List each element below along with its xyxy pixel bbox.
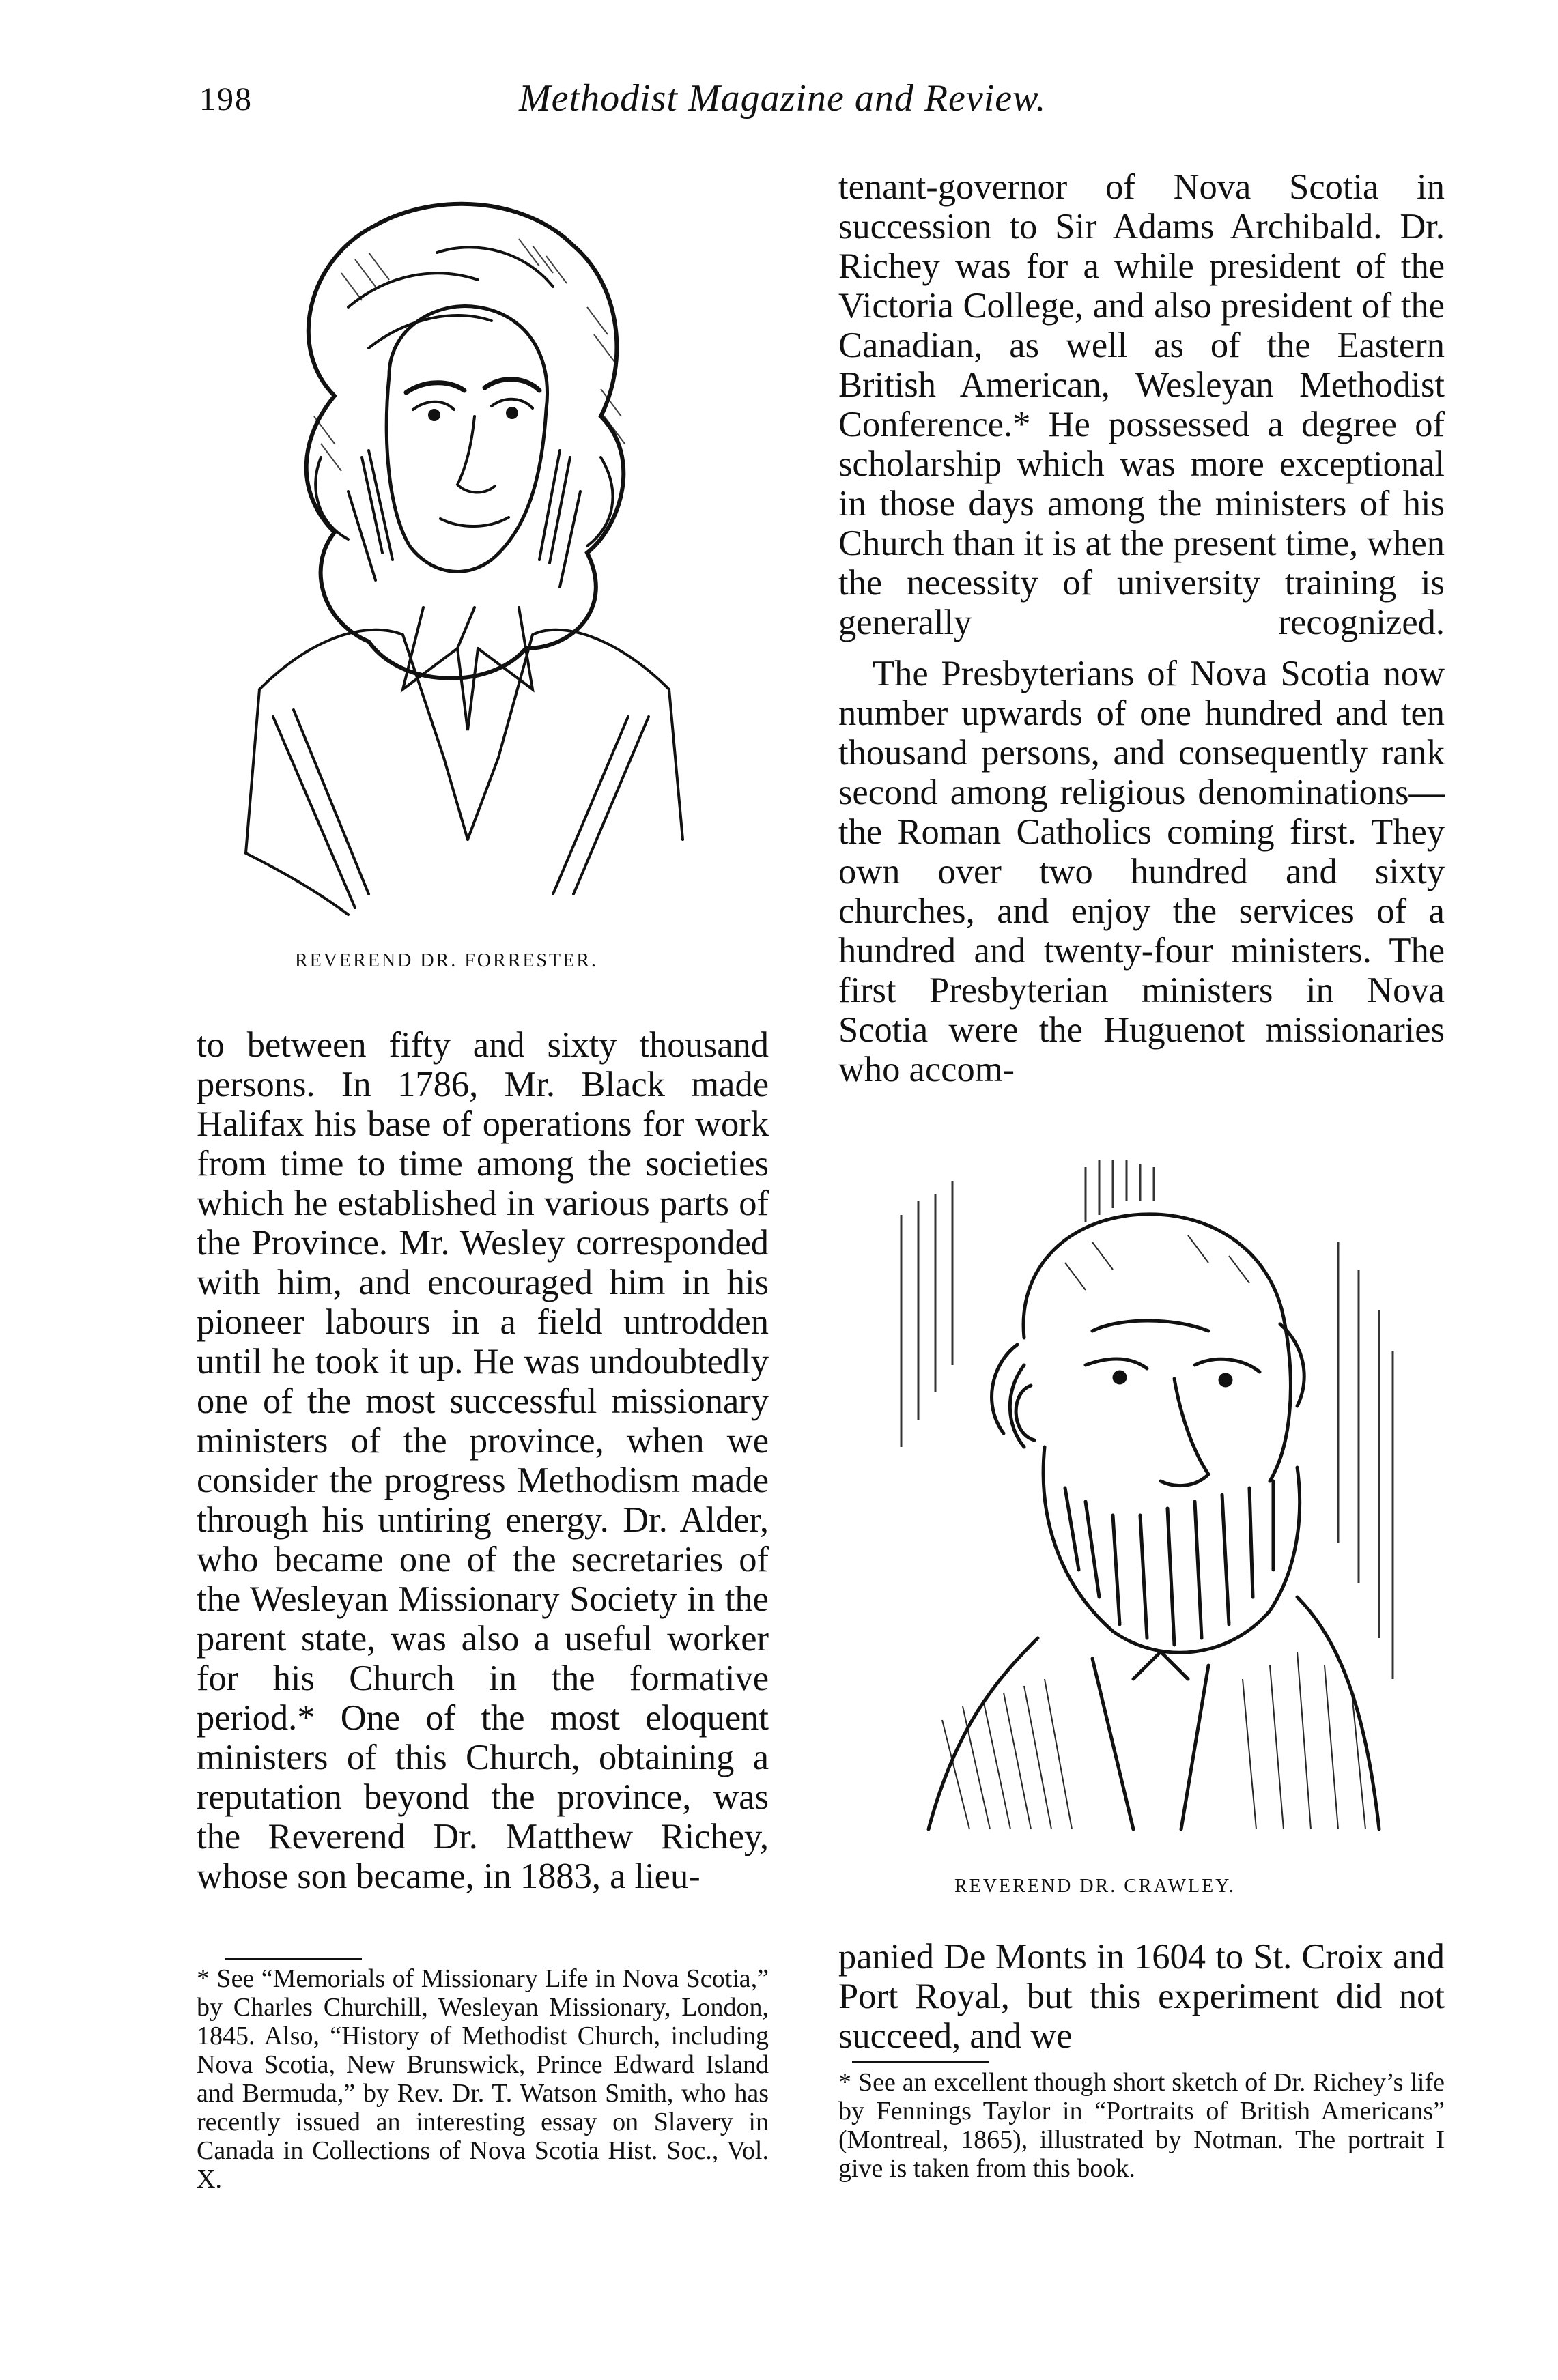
portrait-crawley-engraving: [888, 1160, 1406, 1843]
right-column-body-middle: The Presbyterians of Nova Scotia now number upwards of one hundred and ten thousand persons, and consequently rank second among religious denominations—the Roman Catholics coming first. They own over two hundred and sixty churches, and enjoy the services of a hundred and twenty-four ministers. The first Presbyterian ministers in Nova Scotia were the Huguenot missionaries who accom-: [838, 654, 1445, 1089]
left-column-body: to between fifty and sixty thousand persons. In 1786, Mr. Black made Halifax his base of operations for work from time to time among the societies which he established in various parts of the Province. Mr. Wesley corresponded with him, and encouraged him in his pioneer labours in a field untrodden until he took it up. He was undoubtedly one of the most successful missionary ministers of the province, when we consider the progress Methodism made through his untiring energy. Dr. Alder, who became one of the secretaries of the Wesleyan Missionary Society in the parent state, was also a useful worker for his Church in the formative period.* One of the most eloquent ministers of this Church, obtaining a reputation beyond the province, was the Reverend Dr. Matthew Richey, whose son became, in 1883, a lieu-: [197, 1025, 769, 1896]
right-column-body-bottom: panied De Monts in 1604 to St. Croix and Port Royal, but this experiment did not succeed, and we: [838, 1937, 1445, 2056]
running-title: Methodist Magazine and Review.: [519, 77, 1047, 119]
portrait-forrester: [232, 171, 696, 935]
figure-caption-crawley: REVEREND DR. CRAWLEY.: [954, 1876, 1236, 1897]
left-column-footnote: * See “Memorials of Missionary Life in Nova Scotia,” by Charles Churchill, Wesleyan Missionary, London, 1845. Also, “History of Methodist Church, including Nova Scotia, New Brunswick, Prince Edward Island and Bermuda,” by Rev. Dr. T. Watson Smith, who has recently issued an interesting essay on Slavery in Canada in Collections of Nova Scotia Hist. Soc., Vol. X.: [197, 1964, 769, 2194]
footnote-rule-right: [852, 2061, 989, 2063]
right-column-body-top: tenant-governor of Nova Scotia in succession to Sir Adams Archibald. Dr. Richey was for a while president of the Victoria College, and also president of the Canadian, as well as of the Eastern British American, Wesleyan Methodist Conference.* He possessed a degree of scholarship which was more exceptional in those days among the ministers of his Church than it is at the present time, when the necessity of university training is generally recognized.: [838, 167, 1445, 642]
footnote-rule-left: [225, 1958, 362, 1960]
portrait-crawley: [888, 1160, 1406, 1843]
figure-caption-forrester: REVEREND DR. FORRESTER.: [295, 950, 598, 971]
portrait-forrester-engraving: [232, 171, 696, 935]
page-number: 198: [199, 81, 253, 117]
right-column-footnote: * See an excellent though short sketch of Dr. Richey’s life by Fennings Taylor in “Portraits of British Americans” (Montreal, 1865), illustrated by Notman. The portrait I give is taken from this book.: [838, 2068, 1445, 2183]
